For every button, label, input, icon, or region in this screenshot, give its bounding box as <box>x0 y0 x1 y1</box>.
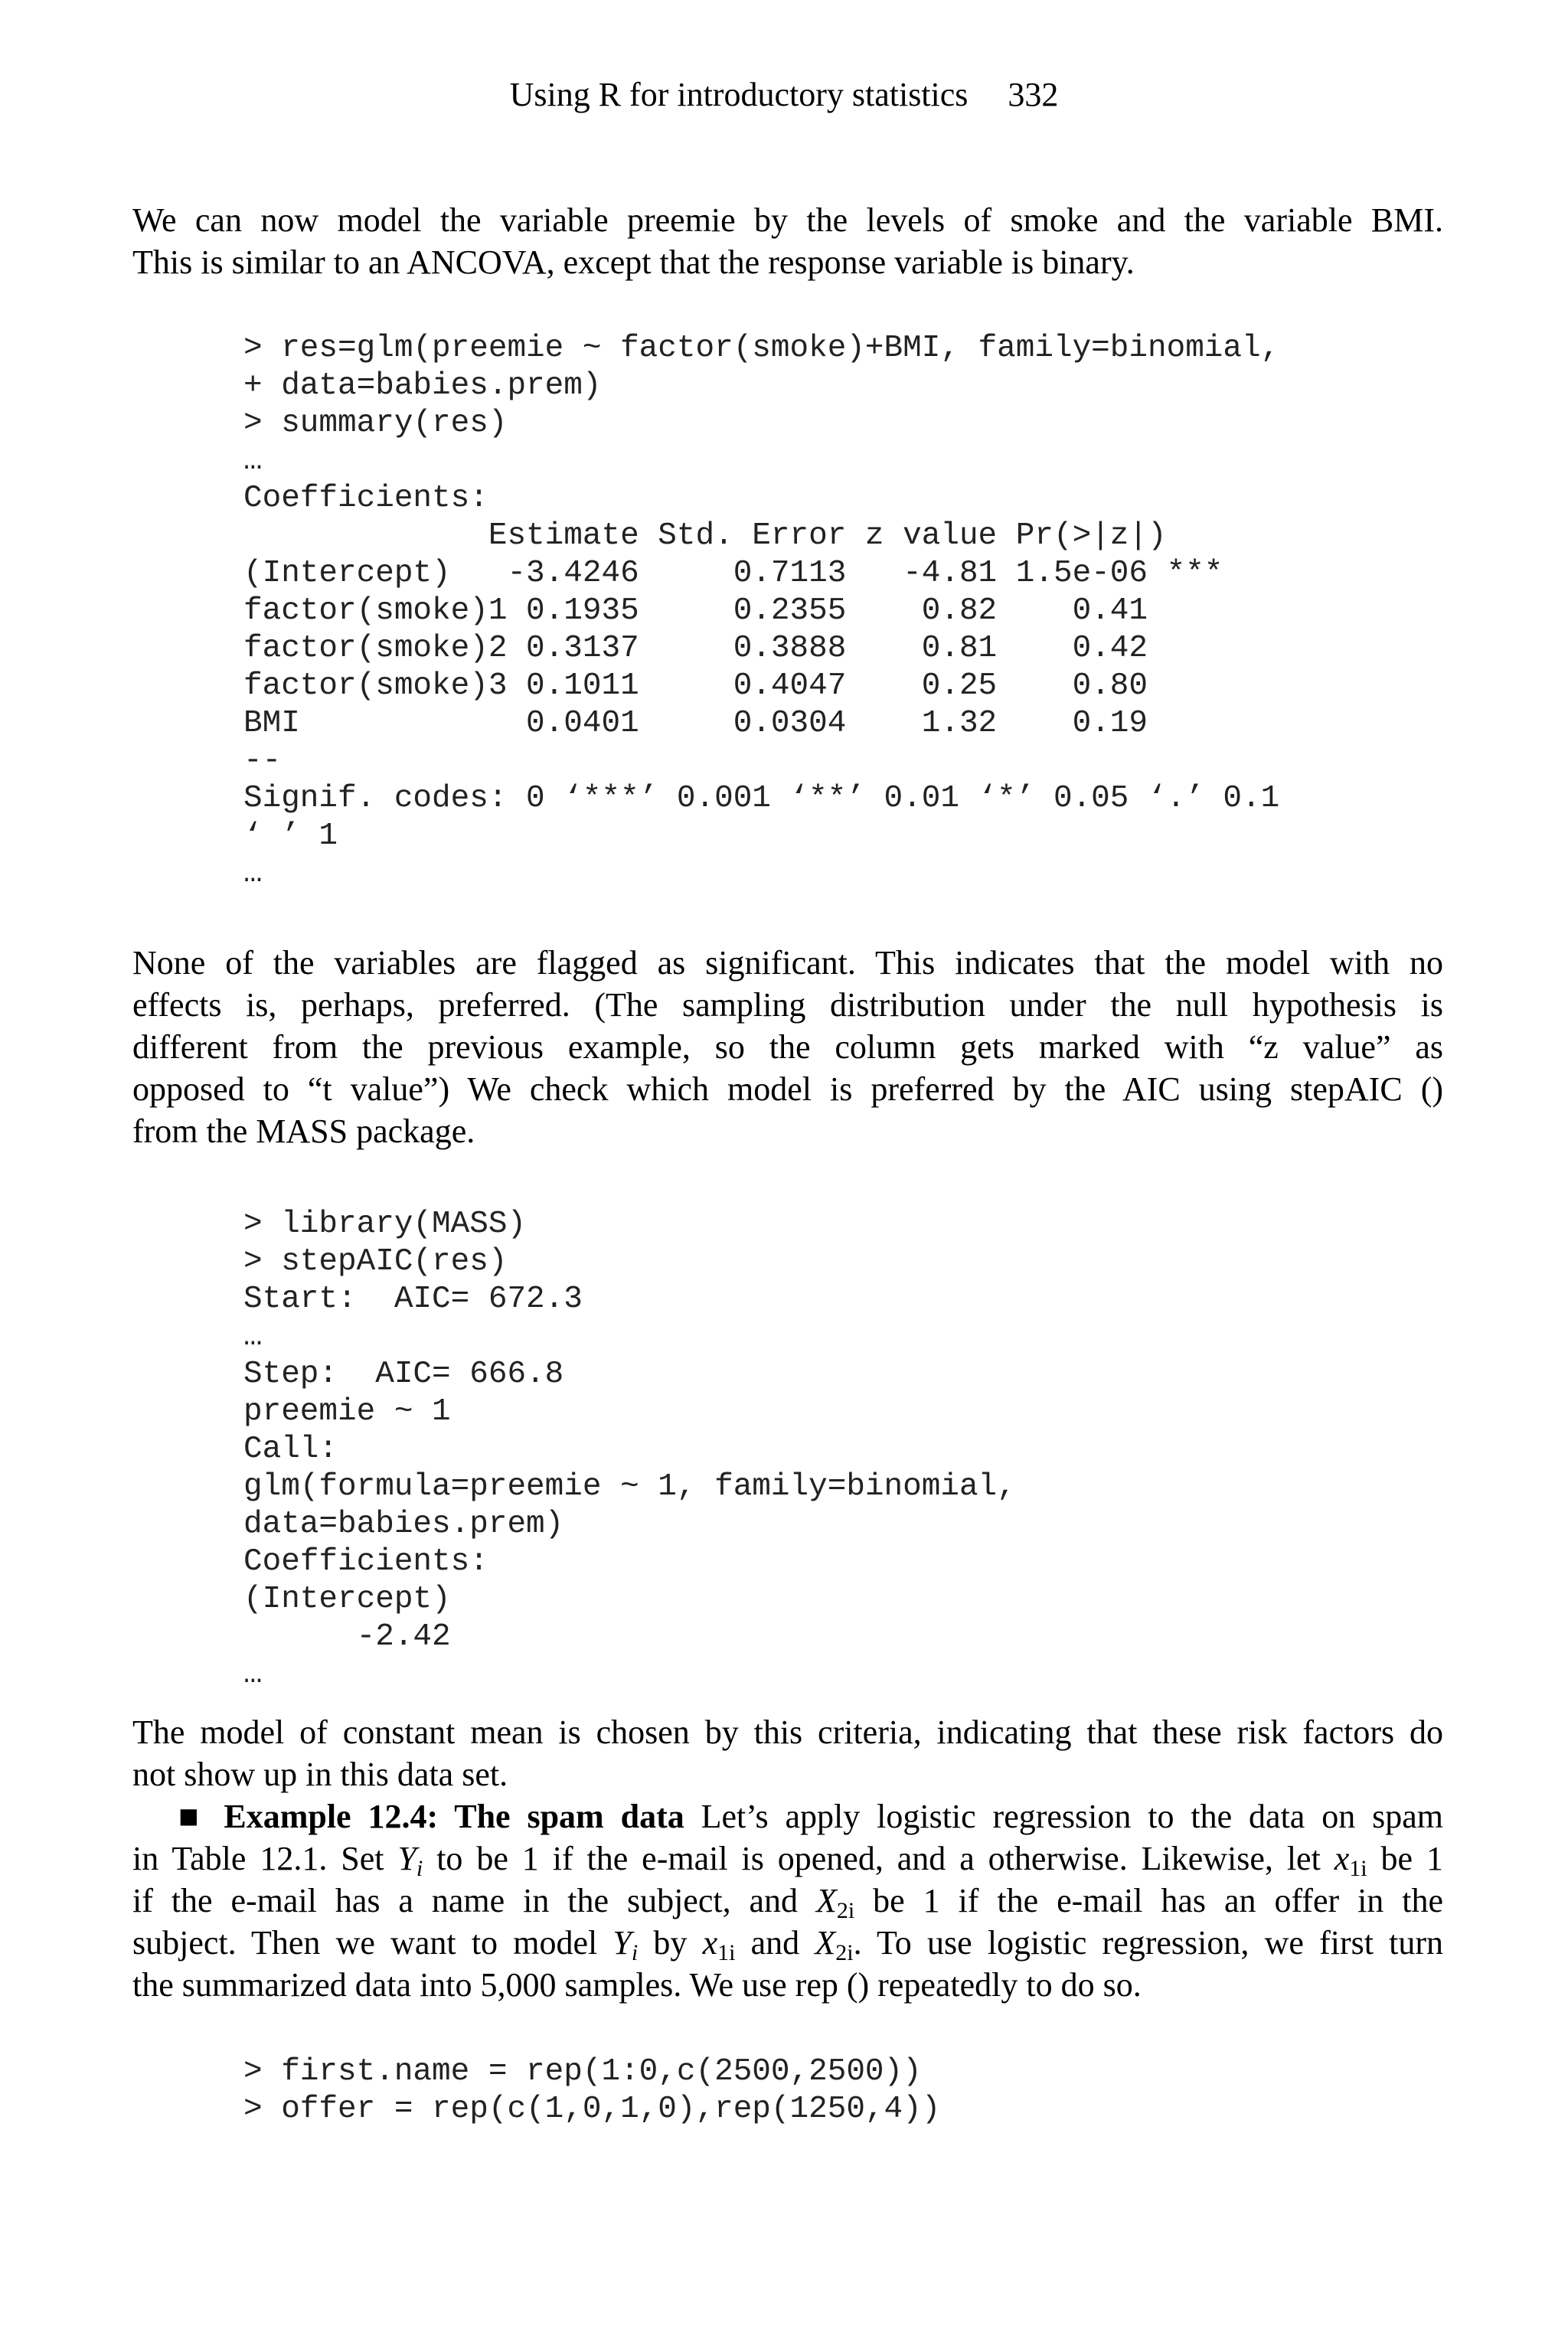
paragraph-significance <box>132 942 1443 1152</box>
text-line: different from the previous example, so the column gets marked with “z value” as <box>132 1028 1443 1066</box>
bullet-square-icon: ■ <box>178 1798 207 1835</box>
text-line: if the e-mail has a name in the subject, and $X_{2i}$ be 1 if the e-mail has an offer in the <box>132 1882 1443 1923</box>
code-block-stepaic: > library(MASS) > stepAIC(res) Start: AIC= 672.3 … Step: AIC= 666.8 preemie ~ 1 Call: glm(formula=preemie ~ 1, family=binomial, data=babies.prem) Coefficients: (Intercept) -2.42 … <box>243 1207 1016 1692</box>
text-line: in Table 12.1. Set $Y_i$ to be 1 if the e-mail is opened, and a otherwise. Likewise, let $x_{1i}$ be 1 <box>132 1840 1443 1881</box>
example-12-4 <box>132 1795 1443 2006</box>
text-line: We can now model the variable preemie by the levels of smoke and the variable BMI. <box>132 201 1443 239</box>
text-line: opposed to “t value”) We check which model is preferred by the AIC using stepAIC () <box>132 1070 1443 1108</box>
text-line: the summarized data into 5,000 samples. We use rep () repeatedly to do so. <box>132 1966 1142 2004</box>
running-header <box>0 75 1568 115</box>
paragraph-constant-mean <box>132 1711 1443 1795</box>
text-line: This is similar to an ANCOVA, except that the response variable is binary. <box>132 243 1135 281</box>
text-line: subject. Then we want to model $Y_i$ by $x_{1i}$ and $X_{2i}$. To use logistic regression, we first turn <box>132 1924 1444 1965</box>
code-block-glm-summary: > res=glm(preemie ~ factor(smoke)+BMI, family=binomial, + data=babies.prem) > summary(res) … Coefficients: Estimate Std. Error z value Pr(>|z|) (Intercept) -3.4246 0.7113 -4.81 1.5e-06 *** factor(smoke)1 0.1935 0.2355 0.82 0.41 factor(smoke)2 0.3137 0.3888 0.81 0.42 factor(smoke)3 0.1011 0.4047 0.25 0.80 BMI 0.0401 0.0304 1.32 0.19 -- Signif. codes: 0 ‘***’ 0.001 ‘**’ 0.01 ‘*’ 0.05 ‘.’ 0.1 ‘ ’ 1 … <box>243 331 1280 891</box>
example-title: Example 12.4: The spam data <box>224 1798 684 1835</box>
paragraph-intro <box>132 199 1443 283</box>
text-line: effects is, perhaps, preferred. (The sampling distribution under the null hypothesis is <box>132 986 1443 1024</box>
code-block-rep: > first.name = rep(1:0,c(2500,2500)) > offer = rep(c(1,0,1,0),rep(1250,4)) <box>243 2054 941 2127</box>
page-number: 332 <box>1008 76 1059 113</box>
text-line: ■ Example 12.4: The spam data Let’s apply logistic regression to the data on spam <box>178 1798 1443 1835</box>
text-line: not show up in this data set. <box>132 1756 508 1793</box>
text-line: The model of constant mean is chosen by this criteria, indicating that these risk factors do <box>132 1713 1443 1751</box>
text-line: from the MASS package. <box>132 1112 475 1150</box>
header-title: Using R for introductory statistics <box>509 76 969 113</box>
text-line: None of the variables are flagged as significant. This indicates that the model with no <box>132 944 1443 982</box>
